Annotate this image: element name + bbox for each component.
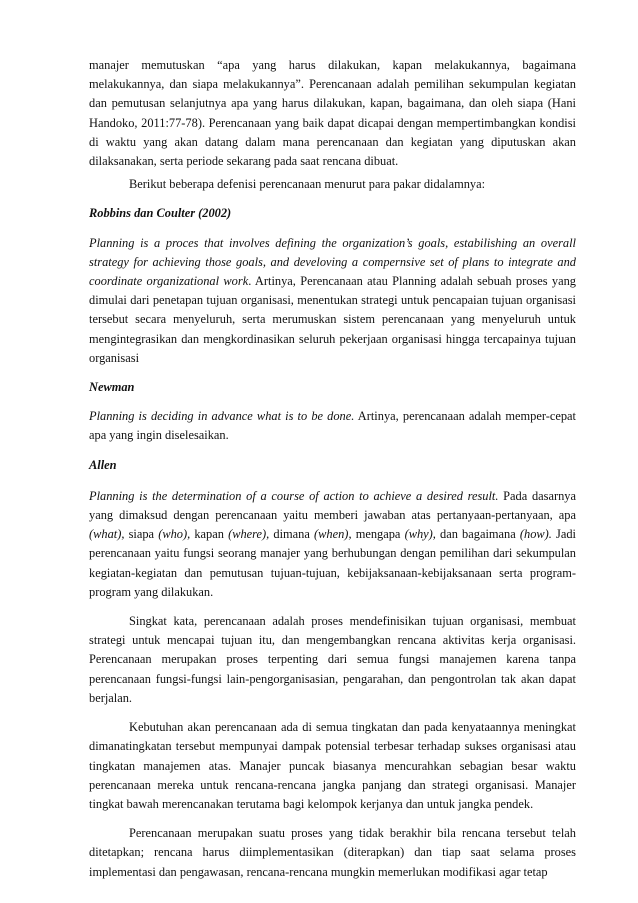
allen-text-4: dimana <box>269 527 315 542</box>
allen-why: (why), <box>404 527 436 542</box>
paragraph-newman <box>89 407 576 445</box>
paragraph-proses: Perencanaan merupakan suatu proses yang tidak berakhir bila rencana tersebut telah ditetapkan; rencana harus diimplementasikan (diterapkan) dan tiap saat selama proses implementasi dan pengawasan, rencana-rencana mungkin memerlukan modifikasi agar tetap <box>89 826 576 879</box>
allen-what: (what), <box>89 527 125 542</box>
paragraph-allen <box>89 487 576 602</box>
allen-where: (where), <box>228 527 270 542</box>
robbins-quote: Planning is a proces that involves defining the organization’s goals, estabilishing an overall strategy for achieving those goals, and develoving a compernsive set of plans to integrate and coordinate organizational work <box>89 235 576 289</box>
document-page <box>89 56 576 886</box>
allen-text-5: mengapa <box>351 527 405 542</box>
allen-who: (who), <box>158 527 191 542</box>
robbins-text: . Artinya, Perencanaan atau Planning adalah sebuah proses yang dimulai dari penetapan tujuan organisasi, menentukan strategi untuk pencapaian tujuan organisasi tersebut secara menyeluruh, serta merumuskan sistem perencanaan yang menyeluruh untuk mengintegrasikan dan mengkordinasikan seluruh pekerjaan organisasi hingga tercapainya tujuan organisasi <box>89 274 576 365</box>
paragraph-kebutuhan: Kebutuhan akan perencanaan ada di semua tingkatan dan pada kenyataannya meningkat dimanatingkatan tersebut mempunyai dampak potensial terbesar terhadap sukses organisasi atau tingkatan manajemen atas. Manajer puncak biasanya mencurahkan sebagian besar waktu perencanaan mereka untuk rencana-rencana jangka panjang dan strategi organisasi. Manajer tingkat bawah merencanakan terutama bagi kelompok kerjanya dan untuk jangka pendek. <box>89 720 576 811</box>
newman-text: Artinya, perencanaan adalah memper-cepat apa yang ingin diselesaikan. <box>89 409 576 443</box>
paragraph-singkat: Singkat kata, perencanaan adalah proses mendefinisikan tujuan organisasi, membuat strategi untuk mencapai tujuan itu, dan mengembangkan rencana aktivitas kerja organisasi. Perencanaan merupakan proses terpenting dari semua fungsi manajemen karena tanpa perencanaan fungsi-fungsi lain-pengorganisasian, pengarahan, dan pengontrolan tak akan dapat berjalan. <box>89 614 576 705</box>
paragraph-intro: manajer memutuskan “apa yang harus dilakukan, kapan melakukannya, bagaimana melakukannya, dan siapa melakukannya”. Perencanaan adalah pemilihan sekumpulan kegiatan dan pemutusan selanjutnya apa yang harus dilakukan, kapan, bagaimana, dan oleh siapa (Hani Handoko, 2011:77-78). Perencanaan yang baik dapat dicapai dengan mempertimbangkan kondisi di waktu yang akan datang dalam mana perencanaan dan kegiatan yang diputuskan akan dilaksanakan, serta periode sekarang pada saat rencana dibuat. <box>89 58 576 169</box>
allen-text-7: Jadi perencanaan yaitu fungsi seorang manajer yang berhubungan dengan pemilihan dari sekumpulan kegiatan-kegiatan dan pemutusan tujuan-tujuan, kebijaksanaan-kebijaksanaan serta program-program yang dilakukan. <box>89 527 576 599</box>
paragraph-definitions-intro: Berikut beberapa defenisi perencanaan menurut para pakar didalamnya: <box>129 177 486 192</box>
allen-how: (how). <box>519 527 552 542</box>
heading-robbins-coulter: Robbins dan Coulter (2002) <box>89 206 232 221</box>
newman-quote: Planning is deciding in advance what is to be done. <box>89 409 355 424</box>
heading-allen: Allen <box>89 457 117 472</box>
allen-text-2: siapa <box>124 527 159 542</box>
allen-quote: Planning is the determination of a course of action to achieve a desired result. <box>89 488 499 503</box>
allen-text-6: dan bagaimana <box>435 527 520 542</box>
allen-text-1: Pada dasarnya yang dimaksud dengan perencanaan yaitu memberi jawaban atas pertanyaan-pertanyaan, apa <box>89 488 576 523</box>
paragraph-robbins <box>89 234 576 368</box>
allen-text-3: kapan <box>190 527 229 542</box>
allen-when: (when), <box>314 527 352 542</box>
heading-newman: Newman <box>89 380 135 395</box>
